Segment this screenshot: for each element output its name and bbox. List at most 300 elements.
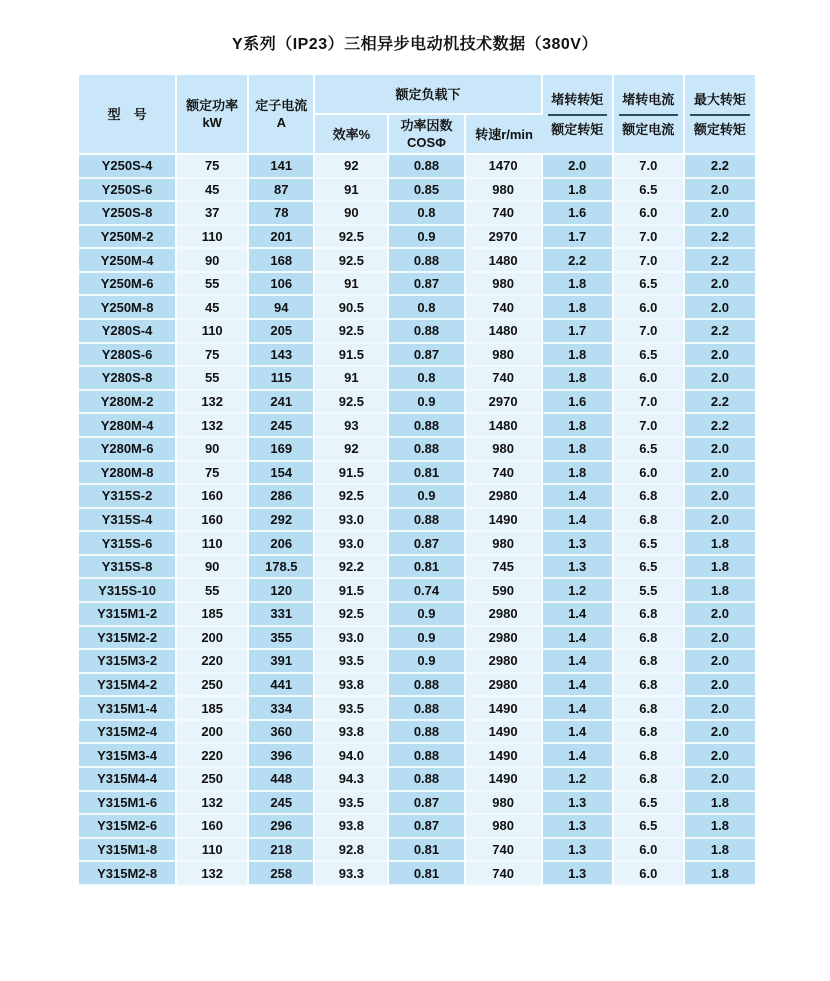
cell-locked-torque-ratio: 1.3 — [543, 556, 614, 580]
table-row — [79, 792, 755, 816]
cell-model: Y280S-4 — [79, 320, 177, 344]
cell-rated-power-kw: 132 — [177, 414, 249, 438]
cell-model: Y315M2-4 — [79, 721, 177, 745]
cell-model: Y315S-2 — [79, 485, 177, 509]
cell-power-factor-cos: 0.9 — [389, 485, 465, 509]
cell-stator-current-a: 143 — [249, 344, 315, 368]
col-header-model: 型 号 — [79, 75, 177, 155]
cell-locked-current-ratio: 6.5 — [614, 815, 685, 839]
cell-stator-current-a: 441 — [249, 674, 315, 698]
cell-model: Y315M2-6 — [79, 815, 177, 839]
cell-stator-current-a: 106 — [249, 273, 315, 297]
cell-locked-torque-ratio: 1.7 — [543, 226, 614, 250]
cell-model: Y315M3-2 — [79, 650, 177, 674]
locked-current-numerator: 堵转电流 — [619, 91, 678, 116]
table-row — [79, 839, 755, 863]
cell-locked-current-ratio: 6.0 — [614, 367, 685, 391]
cell-stator-current-a: 396 — [249, 744, 315, 768]
cell-locked-torque-ratio: 1.3 — [543, 792, 614, 816]
cell-max-torque-ratio: 2.0 — [685, 768, 755, 792]
cell-locked-torque-ratio: 1.8 — [543, 273, 614, 297]
cell-max-torque-ratio: 2.2 — [685, 249, 755, 273]
col-header-max-torque-ratio — [685, 75, 755, 155]
cell-efficiency-pct: 93.8 — [315, 721, 389, 745]
table-row — [79, 509, 755, 533]
cell-max-torque-ratio: 1.8 — [685, 579, 755, 603]
cell-model: Y280M-4 — [79, 414, 177, 438]
col-header-rated-power — [177, 75, 249, 155]
cell-rated-power-kw: 110 — [177, 532, 249, 556]
cell-model: Y315M4-2 — [79, 674, 177, 698]
cell-locked-torque-ratio: 1.4 — [543, 627, 614, 651]
cell-stator-current-a: 448 — [249, 768, 315, 792]
cell-power-factor-cos: 0.88 — [389, 744, 465, 768]
cell-power-factor-cos: 0.9 — [389, 391, 465, 415]
col-header-stator-current — [249, 75, 315, 155]
col-header-locked-current-ratio — [614, 75, 685, 155]
cell-max-torque-ratio: 2.2 — [685, 414, 755, 438]
cell-model: Y250M-6 — [79, 273, 177, 297]
cell-power-factor-cos: 0.74 — [389, 579, 465, 603]
cell-rated-power-kw: 110 — [177, 839, 249, 863]
cell-max-torque-ratio: 2.0 — [685, 627, 755, 651]
cell-max-torque-ratio: 2.0 — [685, 485, 755, 509]
cell-max-torque-ratio: 2.0 — [685, 697, 755, 721]
cell-locked-current-ratio: 6.5 — [614, 792, 685, 816]
cell-rated-power-kw: 200 — [177, 721, 249, 745]
cell-model: Y315S-4 — [79, 509, 177, 533]
cell-max-torque-ratio: 2.2 — [685, 155, 755, 179]
cell-efficiency-pct: 93.0 — [315, 532, 389, 556]
table-row — [79, 579, 755, 603]
table-row — [79, 862, 755, 886]
table-body — [79, 155, 755, 886]
cell-stator-current-a: 201 — [249, 226, 315, 250]
cell-power-factor-cos: 0.88 — [389, 438, 465, 462]
cell-stator-current-a: 87 — [249, 179, 315, 203]
cell-model: Y280S-8 — [79, 367, 177, 391]
cell-stator-current-a: 296 — [249, 815, 315, 839]
col-header-rated-load-group: 额定负载下 — [315, 75, 542, 115]
cell-speed-rpm: 980 — [466, 344, 543, 368]
cell-locked-current-ratio: 6.8 — [614, 509, 685, 533]
cell-rated-power-kw: 55 — [177, 579, 249, 603]
cell-speed-rpm: 1470 — [466, 155, 543, 179]
cell-rated-power-kw: 55 — [177, 273, 249, 297]
table-row — [79, 179, 755, 203]
cell-power-factor-cos: 0.88 — [389, 768, 465, 792]
cell-speed-rpm: 740 — [466, 839, 543, 863]
cell-speed-rpm: 2970 — [466, 391, 543, 415]
cell-power-factor-cos: 0.81 — [389, 556, 465, 580]
locked-torque-denominator: 额定转矩 — [551, 121, 604, 137]
cell-locked-current-ratio: 5.5 — [614, 579, 685, 603]
cell-max-torque-ratio: 2.2 — [685, 320, 755, 344]
cell-power-factor-cos: 0.88 — [389, 155, 465, 179]
cell-efficiency-pct: 92.5 — [315, 391, 389, 415]
col-header-speed: 转速r/min — [466, 115, 543, 155]
cell-speed-rpm: 980 — [466, 792, 543, 816]
cell-max-torque-ratio: 2.2 — [685, 391, 755, 415]
cell-stator-current-a: 241 — [249, 391, 315, 415]
cell-speed-rpm: 1480 — [466, 414, 543, 438]
table-row — [79, 391, 755, 415]
cell-rated-power-kw: 132 — [177, 862, 249, 886]
cell-speed-rpm: 980 — [466, 532, 543, 556]
cell-efficiency-pct: 94.0 — [315, 744, 389, 768]
cell-max-torque-ratio: 2.0 — [685, 462, 755, 486]
cell-locked-torque-ratio: 1.6 — [543, 202, 614, 226]
cell-model: Y280M-6 — [79, 438, 177, 462]
cell-locked-torque-ratio: 1.8 — [543, 462, 614, 486]
cell-stator-current-a: 355 — [249, 627, 315, 651]
col-header-stator-current-line1: 定子电流 — [255, 98, 308, 113]
cell-model: Y315M2-8 — [79, 862, 177, 886]
cell-locked-torque-ratio: 1.8 — [543, 344, 614, 368]
cell-efficiency-pct: 92 — [315, 155, 389, 179]
cell-speed-rpm: 1490 — [466, 721, 543, 745]
col-header-rated-power-line1: 额定功率 — [186, 98, 239, 113]
cell-locked-current-ratio: 7.0 — [614, 320, 685, 344]
locked-torque-numerator: 堵转转矩 — [548, 91, 607, 116]
cell-power-factor-cos: 0.8 — [389, 367, 465, 391]
cell-max-torque-ratio: 2.0 — [685, 344, 755, 368]
cell-speed-rpm: 1480 — [466, 320, 543, 344]
table-row — [79, 603, 755, 627]
table-row — [79, 320, 755, 344]
cell-power-factor-cos: 0.88 — [389, 697, 465, 721]
table-header — [79, 75, 755, 155]
cell-locked-torque-ratio: 1.4 — [543, 721, 614, 745]
table-row — [79, 367, 755, 391]
cell-model: Y315S-6 — [79, 532, 177, 556]
cell-locked-current-ratio: 6.8 — [614, 768, 685, 792]
cell-speed-rpm: 1490 — [466, 744, 543, 768]
cell-locked-current-ratio: 6.8 — [614, 697, 685, 721]
cell-locked-torque-ratio: 1.4 — [543, 697, 614, 721]
max-torque-denominator: 额定转矩 — [693, 121, 746, 137]
cell-power-factor-cos: 0.9 — [389, 226, 465, 250]
cell-locked-current-ratio: 6.5 — [614, 556, 685, 580]
cell-stator-current-a: 292 — [249, 509, 315, 533]
col-header-efficiency: 效率% — [315, 115, 389, 155]
table-row — [79, 344, 755, 368]
cell-power-factor-cos: 0.81 — [389, 839, 465, 863]
cell-speed-rpm: 980 — [466, 438, 543, 462]
cell-rated-power-kw: 45 — [177, 296, 249, 320]
table-row — [79, 273, 755, 297]
cell-rated-power-kw: 75 — [177, 344, 249, 368]
cell-speed-rpm: 980 — [466, 179, 543, 203]
cell-efficiency-pct: 93.0 — [315, 509, 389, 533]
cell-max-torque-ratio: 2.0 — [685, 721, 755, 745]
cell-locked-torque-ratio: 1.4 — [543, 485, 614, 509]
cell-efficiency-pct: 92.2 — [315, 556, 389, 580]
table-row — [79, 744, 755, 768]
cell-model: Y315M1-6 — [79, 792, 177, 816]
cell-rated-power-kw: 132 — [177, 391, 249, 415]
cell-max-torque-ratio: 1.8 — [685, 862, 755, 886]
cell-locked-current-ratio: 6.0 — [614, 296, 685, 320]
cell-power-factor-cos: 0.8 — [389, 202, 465, 226]
cell-stator-current-a: 169 — [249, 438, 315, 462]
cell-efficiency-pct: 93 — [315, 414, 389, 438]
cell-rated-power-kw: 132 — [177, 792, 249, 816]
cell-power-factor-cos: 0.87 — [389, 344, 465, 368]
cell-stator-current-a: 218 — [249, 839, 315, 863]
cell-stator-current-a: 391 — [249, 650, 315, 674]
table-row — [79, 249, 755, 273]
cell-speed-rpm: 980 — [466, 815, 543, 839]
cell-locked-current-ratio: 7.0 — [614, 226, 685, 250]
cell-efficiency-pct: 93.5 — [315, 792, 389, 816]
cell-speed-rpm: 1490 — [466, 697, 543, 721]
motor-data-table — [79, 75, 755, 886]
cell-efficiency-pct: 92 — [315, 438, 389, 462]
table-row — [79, 532, 755, 556]
cell-power-factor-cos: 0.88 — [389, 414, 465, 438]
cell-speed-rpm: 1490 — [466, 768, 543, 792]
cell-locked-torque-ratio: 1.8 — [543, 367, 614, 391]
cell-locked-current-ratio: 6.8 — [614, 627, 685, 651]
cell-power-factor-cos: 0.88 — [389, 249, 465, 273]
cell-efficiency-pct: 93.8 — [315, 815, 389, 839]
cell-max-torque-ratio: 1.8 — [685, 815, 755, 839]
cell-locked-torque-ratio: 1.4 — [543, 650, 614, 674]
cell-locked-torque-ratio: 1.3 — [543, 815, 614, 839]
cell-efficiency-pct: 90 — [315, 202, 389, 226]
cell-locked-torque-ratio: 1.3 — [543, 862, 614, 886]
cell-power-factor-cos: 0.88 — [389, 674, 465, 698]
cell-max-torque-ratio: 1.8 — [685, 792, 755, 816]
cell-speed-rpm: 2980 — [466, 674, 543, 698]
cell-speed-rpm: 745 — [466, 556, 543, 580]
cell-model: Y250M-4 — [79, 249, 177, 273]
cell-speed-rpm: 2980 — [466, 485, 543, 509]
cell-speed-rpm: 740 — [466, 862, 543, 886]
cell-efficiency-pct: 92.5 — [315, 485, 389, 509]
cell-efficiency-pct: 91.5 — [315, 344, 389, 368]
cell-power-factor-cos: 0.88 — [389, 721, 465, 745]
cell-speed-rpm: 1490 — [466, 509, 543, 533]
cell-stator-current-a: 258 — [249, 862, 315, 886]
cell-locked-torque-ratio: 2.0 — [543, 155, 614, 179]
cell-locked-current-ratio: 6.5 — [614, 532, 685, 556]
cell-rated-power-kw: 75 — [177, 155, 249, 179]
cell-max-torque-ratio: 2.0 — [685, 273, 755, 297]
table-row — [79, 202, 755, 226]
col-header-locked-torque-ratio — [543, 75, 614, 155]
cell-stator-current-a: 286 — [249, 485, 315, 509]
cell-max-torque-ratio: 2.0 — [685, 438, 755, 462]
cell-power-factor-cos: 0.85 — [389, 179, 465, 203]
cell-efficiency-pct: 93.0 — [315, 627, 389, 651]
cell-model: Y250M-2 — [79, 226, 177, 250]
cell-efficiency-pct: 91 — [315, 179, 389, 203]
cell-max-torque-ratio: 2.0 — [685, 603, 755, 627]
cell-stator-current-a: 115 — [249, 367, 315, 391]
cell-max-torque-ratio: 2.2 — [685, 226, 755, 250]
cell-max-torque-ratio: 2.0 — [685, 202, 755, 226]
cell-rated-power-kw: 45 — [177, 179, 249, 203]
cell-efficiency-pct: 92.5 — [315, 320, 389, 344]
cell-stator-current-a: 206 — [249, 532, 315, 556]
cell-locked-current-ratio: 6.5 — [614, 344, 685, 368]
cell-locked-current-ratio: 7.0 — [614, 414, 685, 438]
cell-locked-torque-ratio: 2.2 — [543, 249, 614, 273]
cell-rated-power-kw: 220 — [177, 744, 249, 768]
cell-locked-current-ratio: 6.0 — [614, 202, 685, 226]
cell-rated-power-kw: 90 — [177, 556, 249, 580]
table-row — [79, 155, 755, 179]
table-row — [79, 485, 755, 509]
cell-rated-power-kw: 185 — [177, 603, 249, 627]
cell-efficiency-pct: 92.5 — [315, 226, 389, 250]
cell-rated-power-kw: 220 — [177, 650, 249, 674]
cell-efficiency-pct: 90.5 — [315, 296, 389, 320]
cell-speed-rpm: 1480 — [466, 249, 543, 273]
cell-stator-current-a: 245 — [249, 414, 315, 438]
cell-max-torque-ratio: 2.0 — [685, 650, 755, 674]
cell-speed-rpm: 740 — [466, 296, 543, 320]
cell-model: Y315M1-2 — [79, 603, 177, 627]
cell-stator-current-a: 205 — [249, 320, 315, 344]
table-row — [79, 721, 755, 745]
col-header-power-factor-line2: COSΦ — [407, 135, 446, 150]
cell-locked-current-ratio: 7.0 — [614, 391, 685, 415]
cell-power-factor-cos: 0.9 — [389, 650, 465, 674]
cell-stator-current-a: 331 — [249, 603, 315, 627]
cell-max-torque-ratio: 1.8 — [685, 839, 755, 863]
cell-locked-torque-ratio: 1.4 — [543, 509, 614, 533]
cell-locked-current-ratio: 6.5 — [614, 438, 685, 462]
cell-max-torque-ratio: 2.0 — [685, 509, 755, 533]
cell-locked-current-ratio: 6.8 — [614, 603, 685, 627]
cell-locked-current-ratio: 6.5 — [614, 179, 685, 203]
cell-max-torque-ratio: 2.0 — [685, 296, 755, 320]
cell-max-torque-ratio: 2.0 — [685, 179, 755, 203]
cell-efficiency-pct: 93.8 — [315, 674, 389, 698]
cell-locked-torque-ratio: 1.3 — [543, 532, 614, 556]
cell-efficiency-pct: 92.5 — [315, 603, 389, 627]
cell-power-factor-cos: 0.88 — [389, 320, 465, 344]
cell-power-factor-cos: 0.87 — [389, 815, 465, 839]
cell-model: Y315S-8 — [79, 556, 177, 580]
cell-locked-current-ratio: 7.0 — [614, 155, 685, 179]
cell-locked-current-ratio: 7.0 — [614, 249, 685, 273]
cell-stator-current-a: 245 — [249, 792, 315, 816]
cell-efficiency-pct: 93.3 — [315, 862, 389, 886]
cell-efficiency-pct: 91.5 — [315, 462, 389, 486]
cell-locked-torque-ratio: 1.3 — [543, 839, 614, 863]
cell-power-factor-cos: 0.87 — [389, 273, 465, 297]
page-title: Y系列（IP23）三相异步电动机技术数据（380V） — [232, 36, 598, 53]
cell-locked-torque-ratio: 1.4 — [543, 744, 614, 768]
cell-rated-power-kw: 37 — [177, 202, 249, 226]
cell-power-factor-cos: 0.87 — [389, 792, 465, 816]
cell-model: Y315M3-4 — [79, 744, 177, 768]
table-row — [79, 674, 755, 698]
table-row — [79, 650, 755, 674]
table-row — [79, 627, 755, 651]
cell-efficiency-pct: 91.5 — [315, 579, 389, 603]
cell-locked-current-ratio: 6.0 — [614, 462, 685, 486]
cell-rated-power-kw: 90 — [177, 249, 249, 273]
cell-locked-torque-ratio: 1.8 — [543, 296, 614, 320]
table-row — [79, 697, 755, 721]
table-row — [79, 414, 755, 438]
cell-power-factor-cos: 0.9 — [389, 603, 465, 627]
cell-efficiency-pct: 93.5 — [315, 697, 389, 721]
cell-model: Y315M1-4 — [79, 697, 177, 721]
cell-stator-current-a: 154 — [249, 462, 315, 486]
cell-locked-torque-ratio: 1.4 — [543, 674, 614, 698]
cell-model: Y280M-8 — [79, 462, 177, 486]
table-row — [79, 768, 755, 792]
cell-speed-rpm: 740 — [466, 462, 543, 486]
cell-power-factor-cos: 0.88 — [389, 509, 465, 533]
cell-speed-rpm: 980 — [466, 273, 543, 297]
cell-rated-power-kw: 250 — [177, 674, 249, 698]
cell-locked-torque-ratio: 1.4 — [543, 603, 614, 627]
table-row — [79, 462, 755, 486]
cell-efficiency-pct: 92.8 — [315, 839, 389, 863]
cell-locked-current-ratio: 6.8 — [614, 485, 685, 509]
cell-locked-torque-ratio: 1.2 — [543, 579, 614, 603]
cell-power-factor-cos: 0.81 — [389, 862, 465, 886]
table-row — [79, 438, 755, 462]
cell-rated-power-kw: 110 — [177, 320, 249, 344]
cell-locked-current-ratio: 6.8 — [614, 674, 685, 698]
cell-power-factor-cos: 0.87 — [389, 532, 465, 556]
cell-efficiency-pct: 94.3 — [315, 768, 389, 792]
cell-model: Y250S-8 — [79, 202, 177, 226]
cell-speed-rpm: 590 — [466, 579, 543, 603]
cell-stator-current-a: 168 — [249, 249, 315, 273]
cell-locked-current-ratio: 6.8 — [614, 650, 685, 674]
cell-model: Y250S-6 — [79, 179, 177, 203]
cell-model: Y250S-4 — [79, 155, 177, 179]
col-header-rated-power-unit: kW — [202, 115, 222, 130]
cell-locked-current-ratio: 6.0 — [614, 839, 685, 863]
col-header-power-factor — [389, 115, 465, 155]
cell-locked-torque-ratio: 1.7 — [543, 320, 614, 344]
cell-rated-power-kw: 110 — [177, 226, 249, 250]
table-row — [79, 556, 755, 580]
cell-model: Y315M4-4 — [79, 768, 177, 792]
cell-stator-current-a: 120 — [249, 579, 315, 603]
cell-power-factor-cos: 0.9 — [389, 627, 465, 651]
cell-model: Y280S-6 — [79, 344, 177, 368]
cell-speed-rpm: 2980 — [466, 627, 543, 651]
col-header-power-factor-line1: 功率因数 — [400, 118, 453, 133]
cell-rated-power-kw: 90 — [177, 438, 249, 462]
cell-rated-power-kw: 160 — [177, 509, 249, 533]
cell-locked-current-ratio: 6.8 — [614, 744, 685, 768]
cell-locked-torque-ratio: 1.8 — [543, 438, 614, 462]
cell-efficiency-pct: 92.5 — [315, 249, 389, 273]
cell-locked-torque-ratio: 1.6 — [543, 391, 614, 415]
cell-locked-torque-ratio: 1.8 — [543, 414, 614, 438]
cell-speed-rpm: 740 — [466, 367, 543, 391]
cell-max-torque-ratio: 1.8 — [685, 556, 755, 580]
cell-speed-rpm: 2970 — [466, 226, 543, 250]
cell-max-torque-ratio: 1.8 — [685, 532, 755, 556]
cell-rated-power-kw: 160 — [177, 485, 249, 509]
cell-power-factor-cos: 0.8 — [389, 296, 465, 320]
cell-model: Y315M1-8 — [79, 839, 177, 863]
cell-rated-power-kw: 250 — [177, 768, 249, 792]
